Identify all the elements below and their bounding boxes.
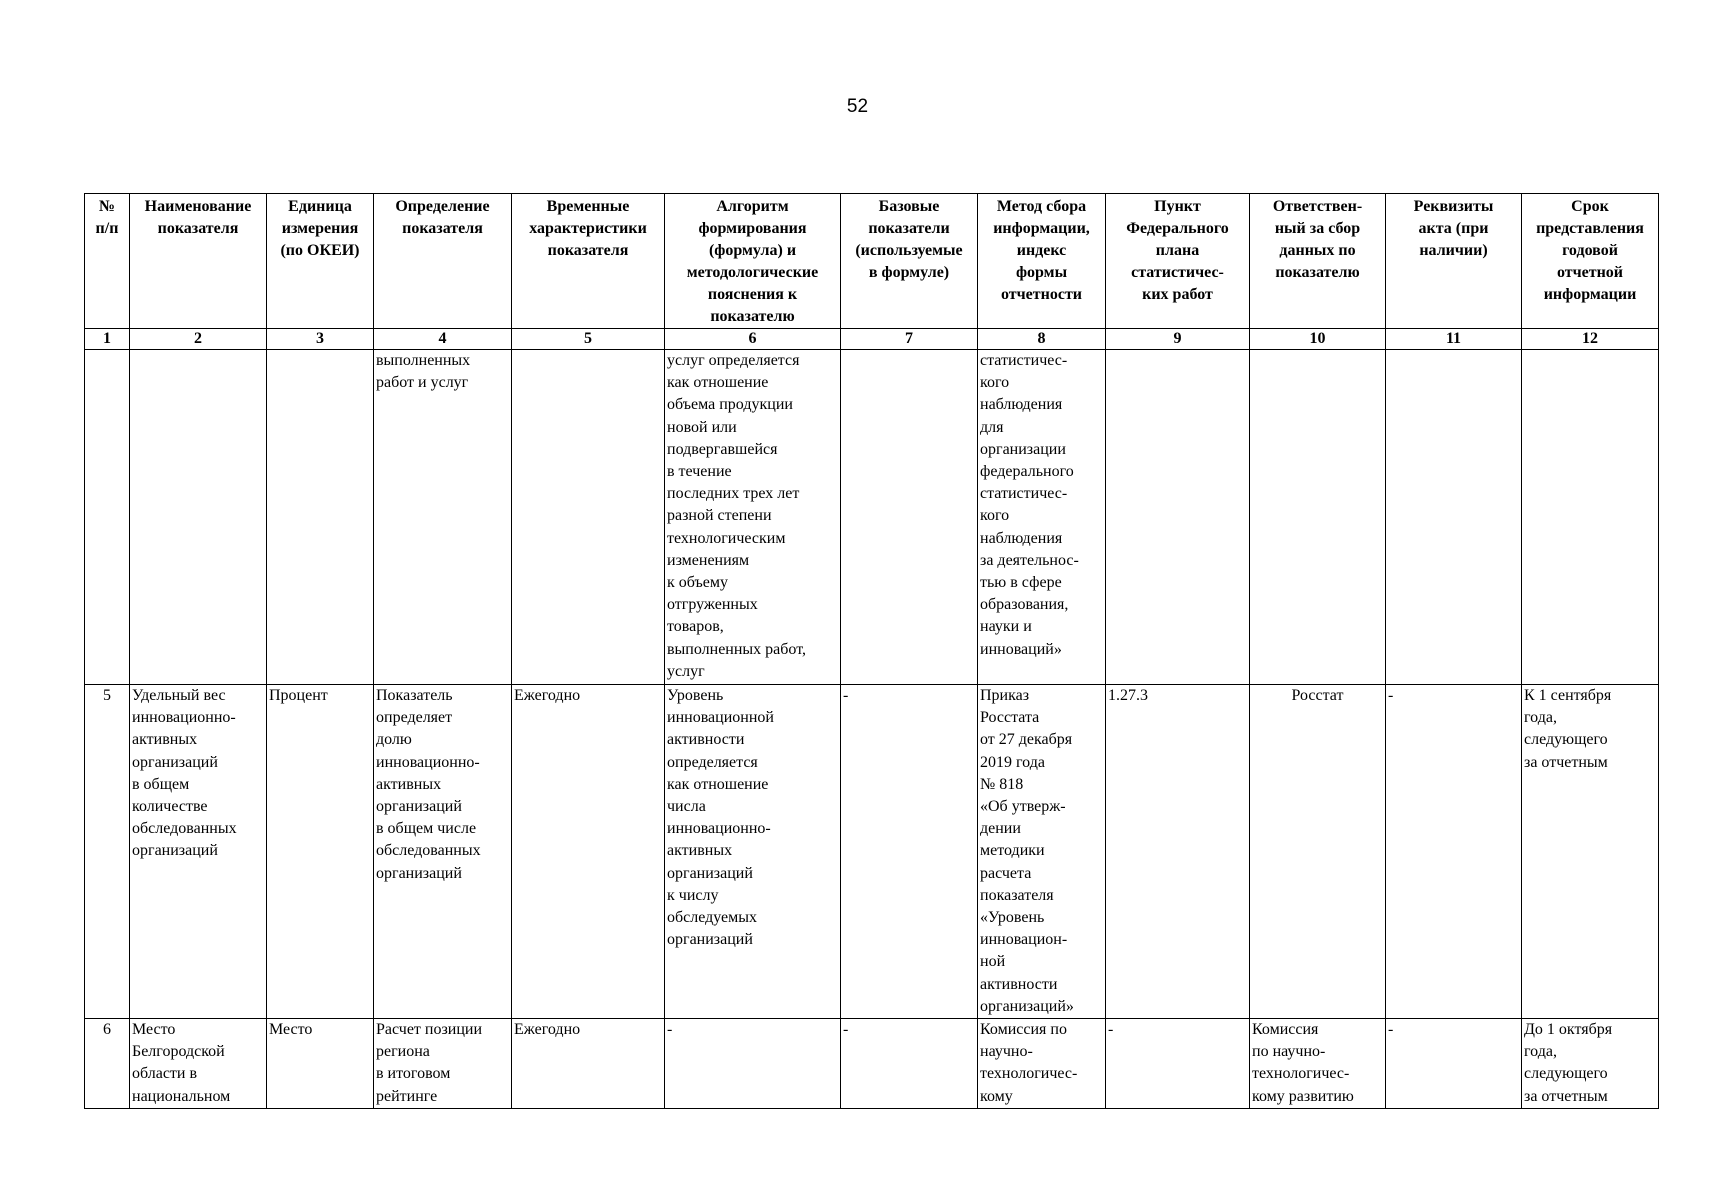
table-cell: Место <box>267 1019 374 1109</box>
table-cell <box>267 350 374 685</box>
table-cell: Удельный вес инновационно- активных организаций в общем количестве обследованных организаций <box>130 685 267 1019</box>
header-cell: Временные характеристики показателя <box>512 194 665 329</box>
table-cell: До 1 октября года, следующего за отчетным <box>1522 1019 1659 1109</box>
table-cell: Ежегодно <box>512 685 665 1019</box>
table-cell: Процент <box>267 685 374 1019</box>
column-number: 11 <box>1386 329 1522 350</box>
table-cell <box>1106 350 1250 685</box>
header-cell: Алгоритм формирования (формула) и методологические пояснения к показателю <box>665 194 841 329</box>
column-number: 5 <box>512 329 665 350</box>
table-cell: - <box>1386 1019 1522 1109</box>
column-number: 9 <box>1106 329 1250 350</box>
table-row <box>85 685 1659 1019</box>
column-number-row <box>85 329 1659 350</box>
table-row <box>85 350 1659 685</box>
table-cell: услуг определяется как отношение объема продукции новой или подвергавшейся в течение последних трех лет разной степени технологическим изменениям к объему отгруженных товаров, выполненных работ, услуг <box>665 350 841 685</box>
column-number: 3 <box>267 329 374 350</box>
table-cell: К 1 сентября года, следующего за отчетным <box>1522 685 1659 1019</box>
table-cell <box>1386 350 1522 685</box>
table-cell: Показатель определяет долю инновационно- активных организаций в общем числе обследованных организаций <box>374 685 512 1019</box>
table-cell: Росстат <box>1250 685 1386 1019</box>
column-number: 8 <box>978 329 1106 350</box>
table-cell: 6 <box>85 1019 130 1109</box>
table-cell <box>85 350 130 685</box>
table-cell: - <box>1106 1019 1250 1109</box>
header-cell: Базовые показатели (используемые в формуле) <box>841 194 978 329</box>
header-cell: Срок представления годовой отчетной информации <box>1522 194 1659 329</box>
table-cell: 5 <box>85 685 130 1019</box>
column-number: 12 <box>1522 329 1659 350</box>
header-cell: Метод сбора информации, индекс формы отчетности <box>978 194 1106 329</box>
table-cell: - <box>665 1019 841 1109</box>
table-cell: выполненных работ и услуг <box>374 350 512 685</box>
table-cell: статистичес- кого наблюдения для организации федерального статистичес- кого наблюдения за деятельнос- тью в сфере образования, науки и инноваций» <box>978 350 1106 685</box>
header-cell: Ответствен- ный за сбор данных по показателю <box>1250 194 1386 329</box>
table-cell: Место Белгородской области в национальном <box>130 1019 267 1109</box>
table-cell: Комиссия по научно- технологичес- кому развитию <box>1250 1019 1386 1109</box>
table-cell: Приказ Росстата от 27 декабря 2019 года № 818 «Об утверж- дении методики расчета показателя «Уровень инновацион- ной активности организаций» <box>978 685 1106 1019</box>
table-cell <box>1522 350 1659 685</box>
header-cell: Единица измерения (по ОКЕИ) <box>267 194 374 329</box>
table-cell <box>841 350 978 685</box>
column-number: 10 <box>1250 329 1386 350</box>
column-number: 1 <box>85 329 130 350</box>
header-cell: Наименование показателя <box>130 194 267 329</box>
table-cell: Комиссия по научно- технологичес- кому <box>978 1019 1106 1109</box>
table-cell: Уровень инновационной активности определяется как отношение числа инновационно- активных организаций к числу обследуемых организаций <box>665 685 841 1019</box>
page-number: 52 <box>846 96 869 117</box>
table-cell: - <box>841 1019 978 1109</box>
table-cell: - <box>841 685 978 1019</box>
table-cell: Расчет позиции региона в итоговом рейтинге <box>374 1019 512 1109</box>
table-cell <box>512 350 665 685</box>
column-number: 6 <box>665 329 841 350</box>
header-cell: Реквизиты акта (при наличии) <box>1386 194 1522 329</box>
table-cell: Ежегодно <box>512 1019 665 1109</box>
header-cell: Определение показателя <box>374 194 512 329</box>
column-number: 7 <box>841 329 978 350</box>
header-cell: Пункт Федерального плана статистичес- ких работ <box>1106 194 1250 329</box>
table-cell: - <box>1386 685 1522 1019</box>
indicators-table <box>84 193 1659 1109</box>
table-header-row <box>85 194 1659 329</box>
column-number: 2 <box>130 329 267 350</box>
table-cell: 1.27.3 <box>1106 685 1250 1019</box>
table-cell <box>130 350 267 685</box>
header-cell: № п/п <box>85 194 130 329</box>
table-cell <box>1250 350 1386 685</box>
column-number: 4 <box>374 329 512 350</box>
table-row <box>85 1019 1659 1109</box>
